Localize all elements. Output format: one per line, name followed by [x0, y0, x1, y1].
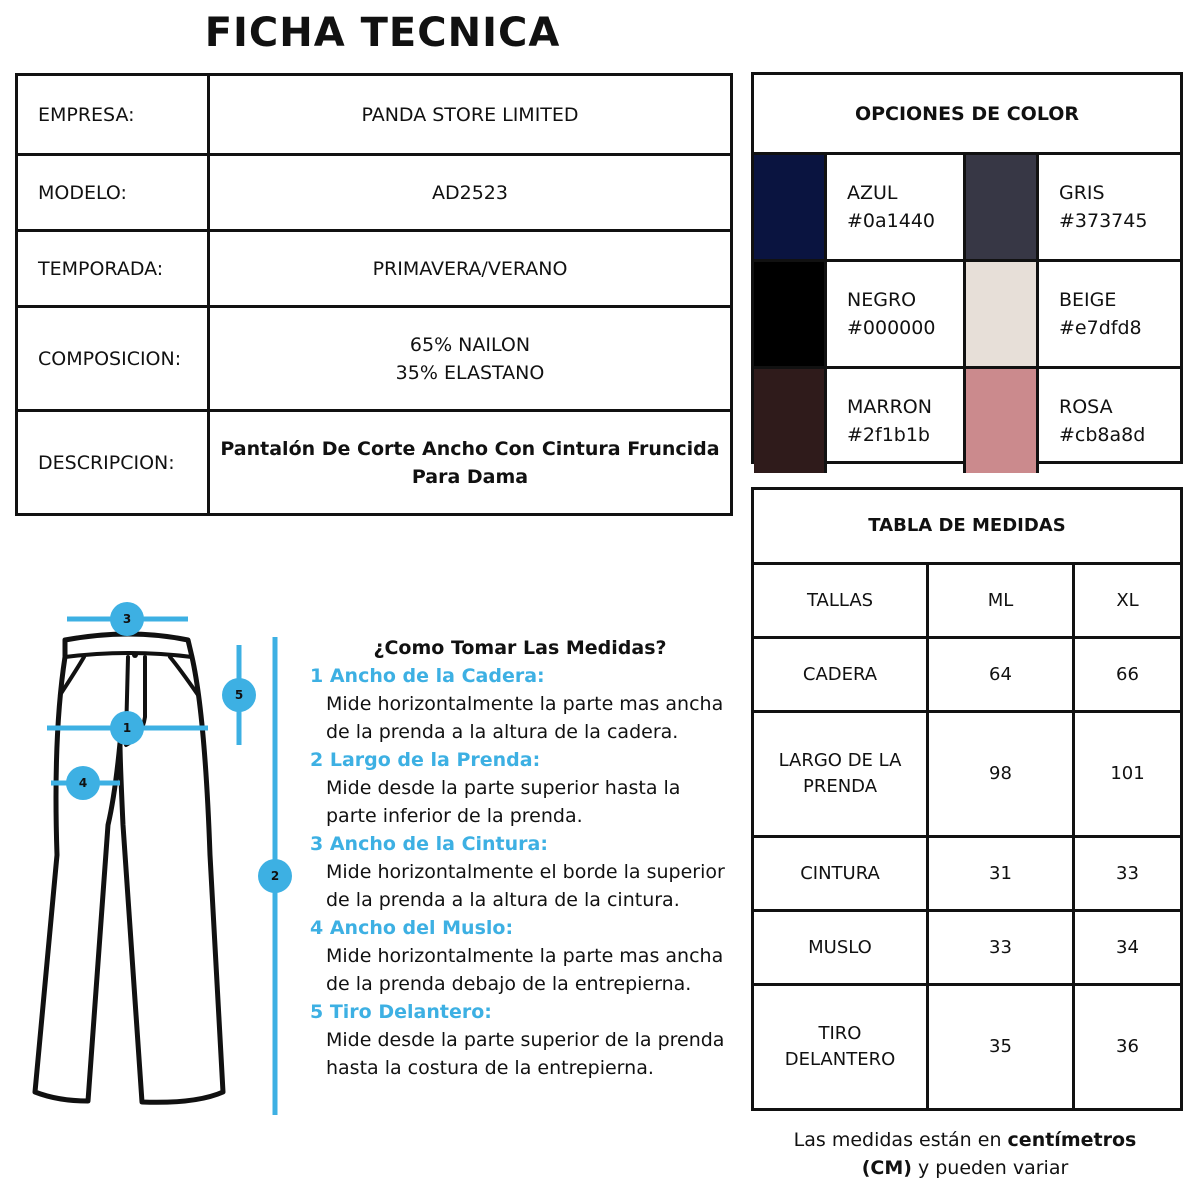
info-label: DESCRIPCION: — [17, 411, 209, 515]
info-row-modelo — [17, 155, 732, 231]
size-col-header: XL — [1074, 564, 1182, 638]
note-text-end: y pueden variar — [911, 1157, 1069, 1179]
size-value: 31 — [928, 837, 1074, 911]
info-label: MODELO: — [17, 155, 209, 231]
step-desc: de la prenda a la altura de la cadera. — [326, 721, 679, 743]
info-value — [209, 307, 732, 411]
step-desc: parte inferior de la prenda. — [326, 805, 583, 827]
info-row-temporada — [17, 231, 732, 307]
how-to-title: ¿Como Tomar Las Medidas? — [373, 637, 667, 659]
color-row — [754, 369, 1180, 473]
color-hex: #e7dfd8 — [1059, 317, 1142, 339]
color-swatch — [966, 155, 1039, 259]
step-desc: Mide desde la parte superior hasta la — [326, 777, 681, 799]
info-row-descripcion — [17, 411, 732, 515]
measurement-note — [760, 1126, 1170, 1182]
step-title: 1 Ancho de la Cadera: — [310, 665, 545, 687]
pants-outline-icon — [35, 634, 223, 1102]
color-info — [1039, 369, 1178, 473]
info-value-line: 65% NAILON — [409, 333, 531, 356]
size-row — [753, 911, 1182, 985]
info-value-line: Pantalón De Corte Ancho Con Cintura Fruncida — [220, 437, 720, 460]
step-desc: Mide horizontalmente la parte mas ancha — [326, 945, 724, 967]
size-value: 33 — [1074, 837, 1182, 911]
step-desc: Mide horizontalmente la parte mas ancha — [326, 693, 724, 715]
size-value: 66 — [1074, 638, 1182, 712]
marker-5-icon — [222, 678, 256, 712]
color-info — [827, 369, 966, 473]
info-label: TEMPORADA: — [17, 231, 209, 307]
marker-4-icon — [66, 766, 100, 800]
color-hex: #000000 — [847, 317, 936, 339]
info-row-empresa — [17, 75, 732, 155]
size-label-line: CADERA — [802, 663, 878, 685]
size-value: 34 — [1074, 911, 1182, 985]
marker-2-icon — [258, 859, 292, 893]
color-name: AZUL — [847, 182, 898, 204]
size-label-line: CINTURA — [800, 862, 880, 884]
size-table-title-row — [753, 489, 1182, 564]
color-swatch — [966, 369, 1039, 473]
color-info — [827, 155, 966, 259]
marker-label: 1 — [122, 721, 132, 735]
step-desc: de la prenda a la altura de la cintura. — [326, 889, 680, 911]
size-label-line: LARGO DE LA — [778, 750, 902, 771]
color-hex: #373745 — [1059, 210, 1148, 232]
size-row — [753, 985, 1182, 1110]
size-value: 33 — [928, 911, 1074, 985]
color-row — [754, 155, 1180, 262]
pants-measurement-diagram — [20, 595, 300, 1125]
info-row-composicion — [17, 307, 732, 411]
color-name: BEIGE — [1059, 289, 1117, 311]
info-value — [209, 411, 732, 515]
size-value: 98 — [928, 712, 1074, 837]
step-title: 3 Ancho de la Cintura: — [310, 833, 548, 855]
color-options-title: OPCIONES DE COLOR — [754, 75, 1180, 155]
size-label-line: MUSLO — [808, 936, 872, 958]
step-desc: Mide horizontalmente el borde la superior — [326, 861, 725, 883]
note-text: Las medidas están en — [793, 1129, 1008, 1151]
step-desc: de la prenda debajo de la entrepierna. — [326, 973, 692, 995]
marker-label: 2 — [270, 869, 280, 883]
color-name: GRIS — [1059, 182, 1105, 204]
size-label-line: PRENDA — [802, 776, 878, 797]
marker-label: 4 — [78, 776, 88, 790]
size-value: 36 — [1074, 985, 1182, 1110]
size-row-label — [753, 837, 928, 911]
size-row — [753, 638, 1182, 712]
step-title: 4 Ancho del Muslo: — [310, 917, 514, 939]
size-table-header — [753, 564, 1182, 638]
color-info — [827, 262, 966, 366]
info-value-line: Para Dama — [411, 465, 529, 488]
info-value-line: 35% ELASTANO — [395, 361, 545, 384]
info-value: PRIMAVERA/VERANO — [209, 231, 732, 307]
marker-3-icon — [110, 602, 144, 636]
note-bold-abbr: (CM) — [861, 1157, 912, 1179]
size-value: 64 — [928, 638, 1074, 712]
info-label: COMPOSICION: — [17, 307, 209, 411]
info-value: PANDA STORE LIMITED — [209, 75, 732, 155]
color-name: MARRON — [847, 396, 932, 418]
color-info — [1039, 262, 1178, 366]
size-table-title: TABLA DE MEDIDAS — [753, 489, 1182, 564]
size-row-label — [753, 985, 928, 1110]
color-swatch — [754, 155, 827, 259]
color-swatch — [754, 369, 827, 473]
step-desc: Mide desde la parte superior de la prenda — [326, 1029, 725, 1051]
how-to-measure — [310, 634, 730, 1082]
size-table — [751, 487, 1183, 1111]
color-hex: #cb8a8d — [1059, 424, 1146, 446]
size-col-header: ML — [928, 564, 1074, 638]
marker-label: 3 — [122, 612, 132, 626]
info-label: EMPRESA: — [17, 75, 209, 155]
size-row — [753, 712, 1182, 837]
marker-label: 5 — [234, 688, 244, 702]
step-title: 5 Tiro Delantero: — [310, 1001, 492, 1023]
note-bold-unit: centímetros — [1007, 1129, 1137, 1151]
color-hex: #2f1b1b — [847, 424, 930, 446]
size-row-label — [753, 911, 928, 985]
page-title: FICHA TECNICA — [204, 10, 561, 56]
marker-1-icon — [110, 711, 144, 745]
step-desc: hasta la costura de la entrepierna. — [326, 1057, 654, 1079]
color-info — [1039, 155, 1178, 259]
info-table — [15, 73, 733, 516]
color-name: NEGRO — [847, 289, 917, 311]
color-swatch — [966, 262, 1039, 366]
color-name: ROSA — [1059, 396, 1113, 418]
color-swatch — [754, 262, 827, 366]
color-options-panel — [751, 72, 1183, 464]
color-row — [754, 262, 1180, 369]
size-row-label — [753, 638, 928, 712]
step-title: 2 Largo de la Prenda: — [310, 749, 541, 771]
size-label-line: TIRO — [818, 1023, 862, 1044]
size-row-label — [753, 712, 928, 837]
size-value: 101 — [1074, 712, 1182, 837]
color-hex: #0a1440 — [847, 210, 936, 232]
size-row — [753, 837, 1182, 911]
size-value: 35 — [928, 985, 1074, 1110]
size-label-line: DELANTERO — [784, 1049, 896, 1070]
size-col-header: TALLAS — [753, 564, 928, 638]
info-value: AD2523 — [209, 155, 732, 231]
